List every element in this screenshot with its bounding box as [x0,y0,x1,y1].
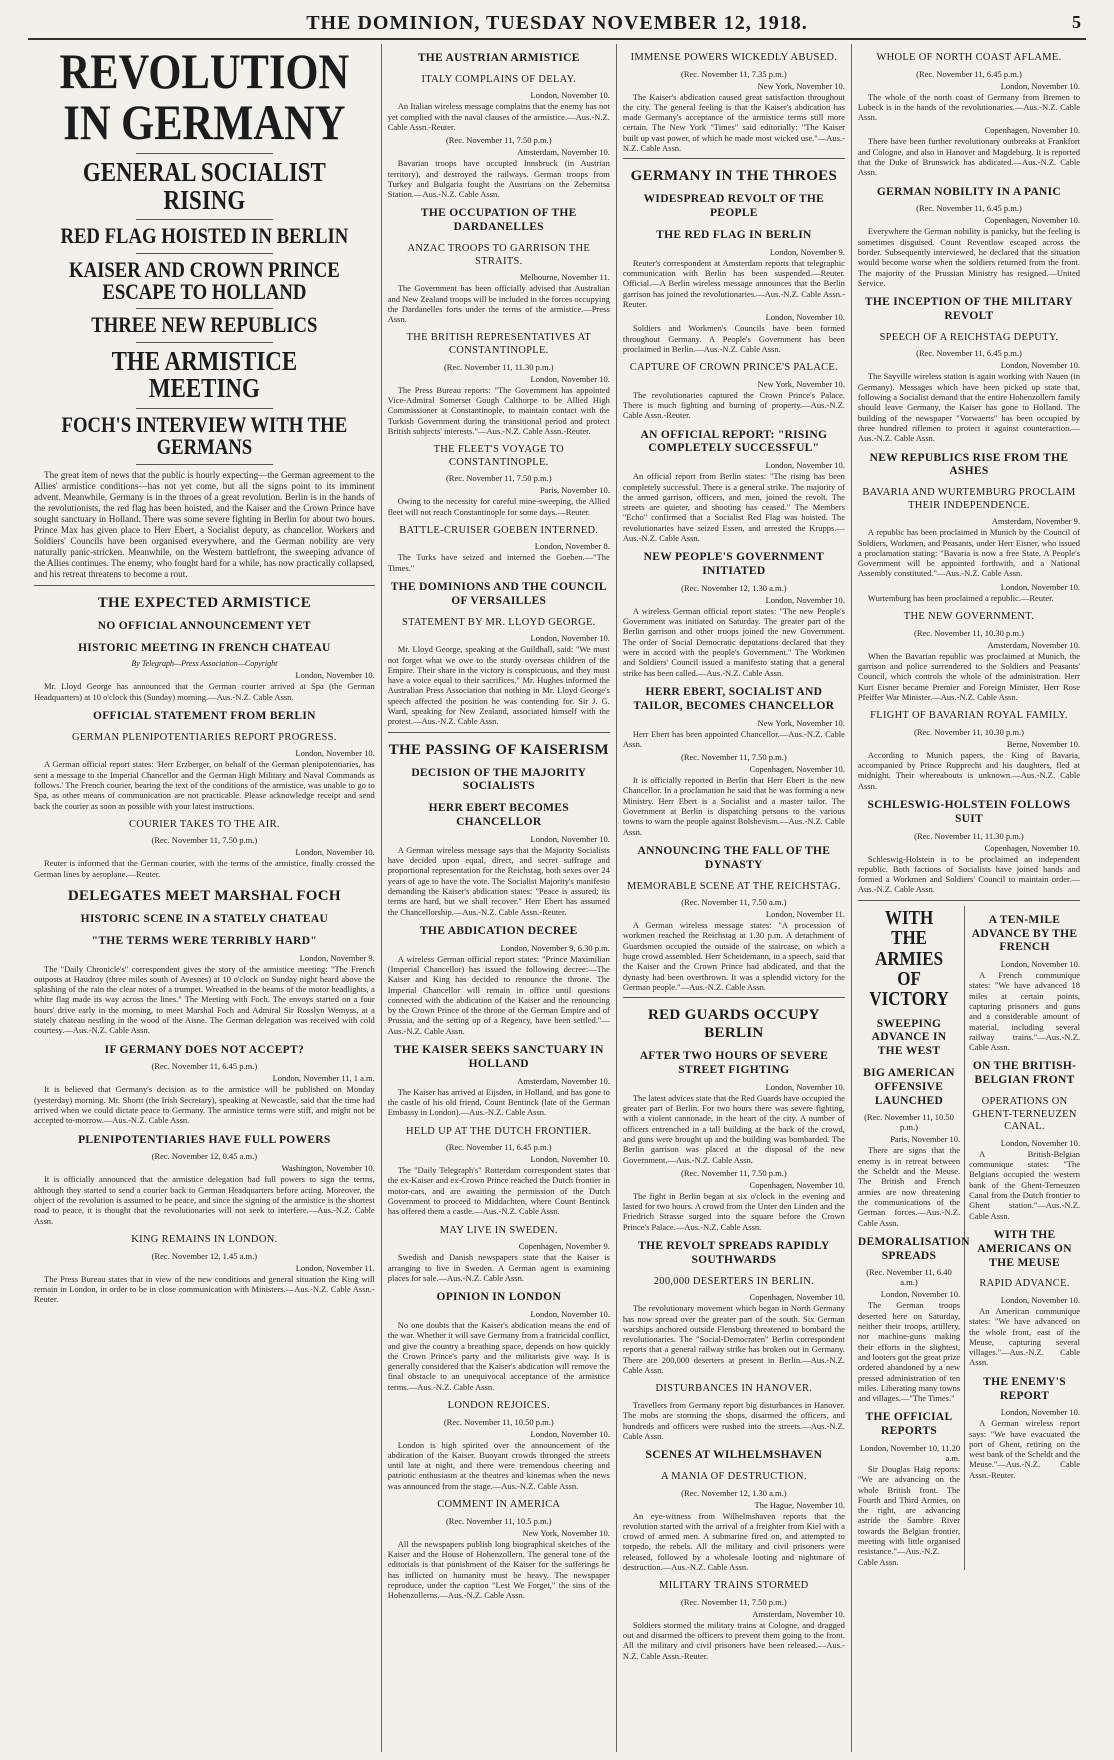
article-head: GERMANY IN THE THROES [630,168,838,185]
received-line: (Rec. November 11, 10.30 p.m.) [914,627,1024,638]
dateline: London, November 10. [1000,1407,1081,1418]
armies-headline: WITH THE ARMIES OF VICTORY [869,906,949,1011]
article-head: ANNOUNCING THE FALL OF THE DYNASTY [637,844,831,871]
article-subhead: GERMAN PLENIPOTENTIARIES REPORT PROGRESS. [72,731,337,743]
article-subhead: AFTER TWO HOURS OF SEVERE STREET FIGHTING [639,1050,829,1076]
dateline: London, November 10. [1000,1294,1081,1305]
article-head: AN OFFICIAL REPORT: "RISING COMPLETELY SUCCESSFUL" [640,428,828,455]
article-body: The latest advices state that the Red Guards have occupied the greater part of Berlin. For two hours there was severe fighting, with a violent cannonade, in the heart of the city. A number of officers entrenched in a tall building at the back of the crowd, and guns were brought up and the building was bombarded. The Berlin garrison was placed at the disposal of the new Government.—Aus.-N.Z. Cable Assn. [622,1092,845,1165]
article-body: Schleswig-Holstein is to be proclaimed an independent republic. Both factions of Socialists have joined hands and formed a Workmen and Soldiers' Council to maintain order.—Aus.-N.Z. Cable Assn. [857,853,1081,895]
dateline: Copenhagen, November 10. [749,1292,845,1303]
dateline: London, November 10. [1000,80,1081,91]
article-head: DEMORALISATION SPREADS [857,1235,970,1262]
headline-red-flag: RED FLAG HOISTED IN BERLIN [60,223,349,249]
headline-foch-interview: FOCH'S INTERVIEW WITH THE GERMANS [61,411,348,460]
article-body: Soldiers and Workmen's Councils have been formed throughout Germany. A People's Government has been proclaimed in Berlin.—Aus.-N.Z. Cable Assn. [622,323,845,354]
main-headline: REVOLUTION IN GERMANY [59,43,350,150]
received-line: (Rec. November 11, 7.50 p.m.) [445,135,552,146]
received-line: (Rec. November 11, 7.50 a.m.) [681,897,787,908]
article-head: WITH THE AMERICANS ON THE MEUSE [977,1228,1072,1269]
article-body: Mr. Lloyd George has announced that the German courier arrived at Spa (the German Headquarters) at 10 o'clock this (Sunday) morning.—Aus.-N.Z. Cable Assn. [34,681,375,702]
article-body: A German wireless message states: "A procession of workmen reached the Reichstag at 1.30 p.m. A detachment of Guardsmen occupied the outside of the staircase, on which a huge crowd assembled. Herr Scheidemann, in a speech, said that the Kaiser and the Crown Prince had abdicated, and that the dynasty had been overthrown. It was a splendid victory for the German people."—Aus.-N.Z. Cable Assn. [622,920,845,992]
received-line: (Rec. November 11, 6.40 a.m.) [866,1267,952,1288]
article-body: Herr Ebert has been appointed Chancellor.—Aus.-N.Z. Cable Assn. [622,728,845,749]
dateline: Paris, November 10. [539,485,610,496]
article-head: HERR EBERT, SOCIALIST AND TAILOR, BECOMES CHANCELLOR [633,685,835,712]
received-line: (Rec. November 12, 1.30 a.m.) [681,1487,787,1498]
article-body: The revolutionary movement which began in North Germany has now spread over the greater part of the south. Six German warships anchored outside Flensburg threatened to bombard the revolutionaries. The "Social-Democraten" Berlin correspondent reports that a general railway strike has broken out in Germany. There are 200,000 deserters at present in Berlin.—Aus.-N.Z. Cable Assn. [622,1303,845,1376]
dateline: London, November 10. [1000,360,1081,371]
article-subhead: STATEMENT BY MR. LLOYD GEORGE. [401,616,596,628]
article-body: When the Bavarian republic was proclaimed at Munich, the garrison and police surrendered to the Soldiers and Peasants' Council, which controls the whole of the administration. Herr Kurt Eisner became Premier and Foreign Minister, Herr Rose Pfeiffer War Minister.—Aus.-N.Z. Cable Assn. [857,650,1081,702]
dateline: New York, November 10. [757,378,845,389]
received-line: (Rec. November 11, 7.35 p.m.) [681,68,787,79]
article-body: A republic has been proclaimed in Munich by the Council of Soldiers, Workmen, and Peasants, under Herr Eisner, who issued a proclamation stating: "Bavaria is now a free State. A People's Government will be appointed forthwith, and a National Assembly constituted."—Aus.-N.Z. Cable Assn. [857,527,1081,579]
article-head: MAY LIVE IN SWEDEN. [439,1224,558,1236]
article-body: The Sayville wireless station is again working with Nauen (in Germany). Messages which have been picked up state that, following a Socialist demand that the entire Hohenzollern family should leave Germany, the Kaiser has gone to Holland. The building of the newspaper "Vorwaerts" has been occupied by three hundred riflemen to protect it against counteraction.—Aus.-N.Z. Cable Assn. [857,371,1081,444]
column-4 [851,44,1086,1752]
dateline: Copenhagen, November 10. [984,842,1081,853]
article-head: PLENIPOTENTIARIES HAVE FULL POWERS [78,1133,331,1146]
article-subhead: BIG AMERICAN OFFENSIVE LAUNCHED [863,1067,955,1107]
article-head: WHOLE OF NORTH COAST AFLAME. [876,52,1062,63]
dateline: Copenhagen, November 10. [984,215,1081,226]
article-head: DELEGATES MEET MARSHAL FOCH [67,888,341,904]
article-body: London is high spirited over the announcement of the abdication of the Kaiser. Buoyant crowds thronged the streets until late at night, and there were tremendous cheering and patriotic enthusiasm at the theatres and kinemas when the news was announced from the stage.—Aus.-N.Z. Cable Assn. [387,1439,610,1491]
article-head: THE BRITISH REPRESENTATIVES AT CONSTANTINOPLE. [406,332,592,357]
received-line: (Rec. November 11, 10.50 p.m.) [443,1416,554,1427]
dateline: Amsterdam, November 10. [517,147,610,158]
column-2 [381,44,616,1752]
article-body: The "Daily Chronicle's" correspondent gives the story of the armistice meeting: "The French outposts at Haudroy (three miles south of Avesnes) at 10 o'clock on Sunday night heard above the splashing of the rain the clear notes of a trumpet. Wreathed in the beams of the motor headlights, a white flag made its way across the lines." The Meeting with Foch. The envoys started on a four hours' drive early in the morning, to meet Marshal Foch and Admiral Sir Rosslyn Wemyss, at a stately chateau nestling in the wood of the Aisne. The German delegation was received with cold courtesy.—Aus.-N.Z. Cable Assn. [34,963,375,1036]
article-subhead: ANZAC TROOPS TO GARRISON THE STRAITS. [407,243,591,267]
article-body: The Press Bureau reports: "The Government has appointed Vice-Admiral Somerset Gough Calthorpe to be Allied High Commissioner at Constantinople, to maintain contact with the Turkish Government during the transitional period and protect British subjects' interests."—Aus.-N.Z. Cable Assn.-Reuter. [387,384,610,436]
article-head: BATTLE-CRUISER GOEBEN INTERNED. [399,524,599,536]
armies-section [858,906,1080,1570]
article-head: DISTURBANCES IN HANOVER. [655,1383,813,1395]
dateline: London, November 9, 6.30 p.m. [500,942,610,953]
received-line: (Rec. November 11, 7.50 p.m.) [445,473,552,484]
dateline: London, November 10. [1000,581,1081,592]
dateline: New York, November 10. [757,717,845,728]
article-head: THE EXPECTED ARMISTICE [97,594,312,611]
article-head: OPINION IN LONDON [436,1291,562,1304]
dateline: Copenhagen, November 9. [518,1241,610,1252]
article-subhead: "THE TERMS WERE TERRIBLY HARD" [91,934,318,947]
article-body: A British-Belgian communique states: "The Belgians occupied the western bank of the Ghent-Terneuzen Canal from the Dutch frontier to Ghent station."—Aus.-N.Z. Cable Assn. [969,1148,1081,1221]
credit-line: By Telegraph—Press Association—Copyright [131,659,278,669]
article-head: CAPTURE OF CROWN PRINCE'S PALACE. [629,362,839,374]
article-body: An eye-witness from Wilhelmshaven reports that the revolution started with the arrival of a freighter from Kiel with a crowd of armed men. A submarine fired on, and attempted to torpedo, the rebels. All the military and civil prisoners were released, followed by a wholesale looting and nightmare of destruction.—Aus.-N.Z. Cable Assn. [622,1510,845,1572]
article-head: THE REVOLT SPREADS RAPIDLY SOUTHWARDS [638,1240,830,1266]
article-body: The Kaiser has arrived at Eijsden, in Holland, and has gone to the castle of his old friend, Count Bentinck (late of the German Embassy in London).—Aus.-N.Z. Cable Assn. [387,1086,610,1118]
dateline: London, November 10. [765,594,845,605]
article-body: There have been further revolutionary outbreaks at Frankfort and Cologne, and also in Hanover and Magdeburg. It is reported that the Duke of Brunswick has abdicated.—Aus.-N.Z. Cable Assn. [857,136,1081,178]
dateline: London, November 9. [299,952,375,963]
dateline: Amsterdam, November 10. [752,1608,845,1619]
article-head: THE INCEPTION OF THE MILITARY REVOLT [864,296,1074,323]
dateline: London, November 9. [769,246,845,257]
article-body: A German wireless message says that the Majority Socialists have decided upon equal, direct, and secret suffrage and proportional representation for the Reichstag, both sexes over 24 years of age to have the vote. The Socialist Majority's manifesto demanding the Kaiser's abdication states: "Peace is assured; its terms are hard, but we shall recover." Herr Ebert has assumed the Chancellorship.—Aus.-N.Z. Cable Assn.-Reuter. [387,844,610,917]
article-head: RED GUARDS OCCUPY BERLIN [647,1007,820,1042]
article-body: Sir Douglas Haig reports: "We are advancing on the whole British front. The Fourth and Third Armies, on the right, are advancing astride the Sambre River towards the Belgian frontier, meeting with little organised resistance."—Aus.-N.Z. Cable Assn. [857,1463,961,1567]
dateline: London, November 10. [295,670,375,681]
article-body: All the newspapers publish long biographical sketches of the Kaiser and the House of Hohenzollern. The general tone of the editorials is that punishment of the Kaiser for the sufferings he has inflicted on humanity must be heavy. The newspaper reproduce, under the caption "Lest We Forget," the sins of the Hohenzollerns.—Aus.-N.Z. Cable Assn. [387,1538,610,1601]
article-body: A wireless German official report states: "The new People's Government was initiated on Saturday. The greater part of the Berlin garrison and other troops joined the new Government. The order of Social Democratic deputations declared that they were in accord with the people's Government." The Workmen and Soldiers' Council issued a manifesto stating that a general strike has been called.—Aus.-N.Z. Cable Assn. [622,605,845,678]
article-head: HELD UP AT THE DUTCH FRONTIER. [406,1125,592,1137]
article-head: FLIGHT OF BAVARIAN ROYAL FAMILY. [870,710,1068,722]
received-line: (Rec. November 11, 10.5 p.m.) [445,1515,552,1526]
article-head: THE ENEMY'S REPORT [983,1375,1066,1402]
article-subhead: WIDESPREAD REVOLT OF THE PEOPLE [643,193,825,220]
article-body: An American communique states: "We have advanced on the whole front, east of the Meuse, capturing several villages."—Aus.-N.Z. Cable Assn. [969,1305,1081,1368]
article-subhead: HISTORIC SCENE IN A STATELY CHATEAU [80,913,329,925]
article-head: NEW PEOPLE'S GOVERNMENT INITIATED [643,551,825,578]
received-line: (Rec. November 11, 7.50 p.m.) [151,835,258,846]
article-subhead: SWEEPING ADVANCE IN THE WEST [871,1017,947,1058]
article-head: THE AUSTRIAN ARMISTICE [417,52,580,64]
article-subhead: SPEECH OF A REICHSTAG DEPUTY. [879,331,1059,343]
article-head: NEW REPUBLICS RISE FROM THE ASHES [869,451,1069,478]
article-head: COMMENT IN AMERICA [437,1499,561,1511]
dateline: London, November 10. [880,1289,961,1300]
article-body: The Kaiser's abdication caused great satisfaction throughout the city. The general feeling is that the Kaiser's abdication has made Germany's acceptance of the armistice terms still more certain. The New York "Times" said editorially: "The Kaiser built up vast power, of which he made most wicked use."—Aus.-N.Z. Cable Assn. [622,91,845,154]
article-head: GERMAN NOBILITY IN A PANIC [876,185,1062,198]
article-subhead: NO OFFICIAL ANNOUNCEMENT YET [97,619,311,632]
article-body: Mr. Lloyd George, speaking at the Guildhall, said: "We must not forget what we owe to the sturdy overseas children of the Empire. Their share in the victory is conspicuous, and they must have a voice equal to their sacrifices." Mr. Hughes informed the Australian Press Association that nothing in Mr. Lloyd George's speech affected the position he was contending for. Sir J. G. Ward, speaking for New Zealand, associated himself with the protest.—Aus.-N.Z. Cable Assn. [387,644,610,727]
dateline: London, November 10. [530,1308,610,1319]
article-head: OFFICIAL STATEMENT FROM BERLIN [92,709,316,722]
received-line: (Rec. November 11, 7.50 p.m.) [681,752,787,763]
article-head: THE KAISER SEEKS SANCTUARY IN HOLLAND [393,1044,604,1070]
dateline: London, November 10. [295,847,375,858]
received-line: (Rec. November 11, 10.30 p.m.) [914,726,1024,737]
article-head: SCHLESWIG-HOLSTEIN FOLLOWS SUIT [867,798,1071,825]
article-body: Bavarian troops have occupied Innsbruck (in Austrian territory), and destroyed the railways. German troops from Turkey and Bulgaria fought the Austrians on the Zebernitsa Station.—Aus.-N.Z. Cable Assn. [387,158,610,200]
article-body: An official report from Berlin states: "The rising has been completely successful. There is a general strike. The majority of the armed garrison, officers, and men, joined the revolt. The streets are quieter, and shooting has ceased." The Members "Echo" confirmed that a Socialist Red Flag was hoisted. The revolutionaries have seized Essen, and arrested the Krupps.—Aus.-N.Z. Cable Assn. [622,471,845,543]
headline-armistice-meeting: THE ARMISTICE MEETING [111,345,298,404]
dateline: London, November 11, 1 a.m. [272,1073,375,1084]
article-body: A French communique states: "We have advanced 18 miles at certain points, capturing prisoners and guns and a considerable amount of material, including several railway trains."—Aus.-N.Z. Cable Assn. [969,970,1081,1053]
dateline: London, November 10, 11.20 a.m. [859,1442,961,1463]
received-line: (Rec. November 11, 10.50 p.m.) [864,1112,954,1133]
dateline: London, November 10. [530,833,610,844]
dateline: Copenhagen, November 10. [749,764,845,775]
received-line: (Rec. November 11, 6.45 p.m.) [916,348,1022,359]
article-head: SCENES AT WILHELMSHAVEN [645,1449,823,1462]
dateline: Melbourne, November 11. [519,272,610,283]
article-subhead: RAPID ADVANCE. [979,1278,1070,1290]
article-head: IF GERMANY DOES NOT ACCEPT? [104,1043,305,1056]
dateline: London, November 10. [1000,1137,1081,1148]
article-body: Travellers from Germany report big disturbances in Hanover. The mobs are storming the shops, disarmed the officers, and hundreds and officers were rushed into the streets.—Aus.-N.Z. Cable Assn. [622,1399,845,1441]
article-subhead: DECISION OF THE MAJORITY SOCIALISTS [411,766,587,793]
article-body: Reuter is informed that the German courier, with the terms of the armistice, finally crossed the German lines by aeroplane.—Reuter. [34,858,375,879]
article-body: It is officially reported in Berlin that Herr Ebert is the new Chancellor. In a proclamation he said that he was forming a new Ministry. Herr Ebert is a Socialist and a master tailor. The Government at Berlin is dispatching persons to the various towns to warn the people against Bolshevism.—Aus.-N.Z. Cable Assn. [622,775,845,837]
article-body: A German wireless report says: "We have evacuated the port of Ghent, retiring on the west bank of the Scheldt and the Meuse."—Aus.-N.Z. Cable Assn.-Reuter. [969,1418,1081,1480]
page-number: 5 [1072,12,1082,32]
article-body: It is officially announced that the armistice delegation had full powers to sign the terms, although they started to send a courier back to German Headquarters before acting. Moreover, the object of the revolution is assumed to be peace, and since the signing of the armistice is the shortest road to peace, it is thought that the revolutionaries will not seek to interfere.—Aus.-N.Z. Cable Assn. [34,1174,375,1226]
article-head: IMMENSE POWERS WICKEDLY ABUSED. [630,52,838,63]
dateline: New York, November 10. [522,1527,610,1538]
article-head: A TEN-MILE ADVANCE BY THE FRENCH [971,913,1078,954]
dateline: Paris, November 10. [890,1134,961,1145]
article-head: THE OFFICIAL REPORTS [865,1411,953,1438]
article-subhead: THE RED FLAG IN BERLIN [656,228,812,241]
article-body: The German troops deserted here on Saturday, neither their troops, artillery, nor machine-guns making their efforts in the slightest, and looters got the great prize ordered abandoned by a new pressed administration of ten miles. Liberating many towns and villages.—"The Times." [857,1300,961,1404]
received-line: (Rec. November 12, 1.45 a.m.) [151,1250,258,1261]
dateline: Amsterdam, November 10. [987,639,1081,650]
dateline: Washington, November 10. [281,1163,375,1174]
article-subhead: MEMORABLE SCENE AT THE REICHSTAG. [627,880,841,892]
dateline: London, November 10. [530,633,610,644]
article-body: A German official report states: 'Herr Erzberger, on behalf of the German plenipotentiaries, has sent a message to the Imperial Chancellor and the German High Military and Naval Commands as follows.' The French courier, bearing the text of the conditions of the armistice, was unable to go to Spa, as other means of communication are not practicable. Please acknowledge receipt and send back the courier as soon as possible with your latest instructions. [34,759,375,811]
dateline: Copenhagen, November 10. [984,125,1081,136]
article-body: No one doubts that the Kaiser's abdication means the end of the war. Whether it will save Germany from a fratricidal conflict, and give the country a breathing space, depends on how quickly the Crown Prince's party and the militarists give way. It is generally considered that the Kaiser's abdication will remove the final obstacle to an unequivocal acceptance of the armistice terms.—Aus.-N.Z. Cable Assn. [387,1319,610,1392]
article-head: THE FLEET'S VOYAGE TO CONSTANTINOPLE. [433,444,564,468]
received-line: (Rec. November 11, 6.45 p.m.) [916,203,1022,214]
dateline: London, November 10. [530,1154,610,1165]
dateline: London, November 11. [765,909,845,920]
intro-paragraph: The great item of news that the public is hourly expecting—the German agreement to the Allies' armistice conditions—has not yet come, but all the signs point to its imminent advent. Meanwhile, Germany is in the throes of a great revolution. Berlin is in the hands of the revolutionists, the red flag has been hoisted, and the Kaiser and the Crown Prince have sought sanctuary in Holland. There was some severe fighting in Berlin for about two hours. Prince Max has given place to Herr Ebert, a Socialist deputy, as chancellor. Workers and Soldiers' Councils have been organised everywhere, and the German nobility are very naturally panic-stricken. Meanwhile, on the Western battlefront, the sweeping advance of the Allies continues. The enemy, who fought hard for a while, has now practically collapsed, and his retreat threatens to become a rout. [34,469,375,579]
article-body: Swedish and Danish newspapers state that the Kaiser is arranging to live in Sweden. A German agent is examining places for sale.—Aus.-N.Z. Cable Assn. [387,1252,610,1283]
dateline: London, November 11. [295,1262,375,1273]
received-line: (Rec. November 11, 6.45 p.m.) [916,68,1022,79]
article-body: According to Munich papers, the King of Bavaria, accompanied by Prince Rupprecht and his daughters, fled at midnight. Their whereabouts is unknown.—Aus.-N.Z. Cable Assn. [857,749,1081,791]
article-subhead: BAVARIA AND WURTEMBURG PROCLAIM THEIR INDEPENDENCE. [862,487,1076,511]
article-head: ON THE BRITISH-BELGIAN FRONT [972,1060,1077,1087]
article-body: The Turks have seized and interned the Goeben.—"The Times." [387,552,610,573]
dateline: London, November 10. [765,460,845,471]
headline-kaiser-escape: KAISER AND CROWN PRINCE ESCAPE TO HOLLAND [69,256,340,304]
article-body: The Press Bureau states that in view of the new conditions and general situation the King will remain in London, in order to be in close communication with Ministers.—Aus.-N.Z. Cable Assn.-Reuter. [34,1273,375,1305]
dateline: Amsterdam, November 9. [991,516,1081,527]
columns [28,44,1086,1752]
headline-socialist-rising: GENERAL SOCIALIST RISING [82,157,326,215]
received-line: (Rec. November 12, 1.30 a.m.) [681,582,787,593]
article-subhead: OPERATIONS ON GHENT-TERNEUZEN CANAL. [972,1096,1077,1133]
article-body: There are signs that the enemy is in retreat between the Scheldt and the Meuse. The British and French armies are now threatening the communications of the German forces.—Aus.-N.Z. Cable Assn. [857,1145,961,1228]
headline-three-republics: THREE NEW REPUBLICS [91,312,318,338]
article-body: The whole of the north coast of Germany from Bremen to Lubeck is in the hands of the revolutionaries.—Aus.-N.Z. Cable Assn. [857,91,1081,123]
dateline: London, November 10. [530,373,610,384]
received-line: (Rec. November 11, 11.30 p.m.) [914,830,1024,841]
dateline: The Hague, November 10. [754,1499,845,1510]
received-line: (Rec. November 11, 7.50 p.m.) [681,1596,787,1607]
article-body: Everywhere the German nobility is panicky, but the feeling is sometimes disguised. Count Reventlow escaped across the border. Subsequently interviewed, he declared that the situation would become worse when the soldiers returned from the front. The majority of the Prussian Ministry has resigned.—United Service. [857,226,1081,288]
article-subhead: HISTORIC MEETING IN FRENCH CHATEAU [78,641,331,654]
article-body: An Italian wireless message complains that the enemy has not yet complied with the naval clauses of the armistice.—Aus.-N.Z. Cable Assn.-Reuter. [387,101,610,132]
article-body: The Government has been officially advised that Australian and New Zealand troops will be included in the forces occupying the Dardanelles forts under the terms of the armistice.—Press Assn. [387,283,610,325]
article-head: THE ABDICATION DECREE [420,924,578,937]
article-body: Wurtemburg has been proclaimed a republic.—Reuter. [867,592,1054,603]
article-body: Reuter's correspondent at Amsterdam reports that telegraphic communication with Berlin has been suspended.—Reuter. Official.—A Berlin wireless message announces that the Berlin garrison has joined the revolutionaries.—Aus.-N.Z. Cable Assn.-Reuter. [622,257,845,309]
column-1 [28,44,381,1752]
received-line: (Rec. November 11, 11.30 p.m.) [443,361,554,372]
article-head: LONDON REJOICES. [447,1400,550,1411]
article-body: The fight in Berlin began at six o'clock in the evening and lasted for two hours. A crowd from the Unter den Linden and the Friedrich Strasse surged into the square before the Crown Prince's Palace.—Aus.-N.Z. Cable Assn. [622,1190,845,1232]
article-subhead: ITALY COMPLAINS OF DELAY. [421,73,577,85]
article-subhead: 200,000 DESERTERS IN BERLIN. [653,1275,815,1287]
masthead-title: THE DOMINION, TUESDAY NOVEMBER 12, 1918. [306,11,808,34]
article-body: Owing to the necessity for careful mine-sweeping, the Allied fleet will not reach Constantinople for some days.—Reuter. [387,496,610,517]
dateline: London, November 10. [295,748,375,759]
dateline: London, November 10. [530,1428,610,1439]
dateline: London, November 10. [765,312,845,323]
article-subhead: HERR EBERT BECOMES CHANCELLOR [428,802,569,829]
article-body: It is believed that Germany's decision as to the armistice will be published on Monday (yesterday) morning. Mr. Shortt (the Irish Secretary), speaking at Newcastle, said that the time had arrived when we could dictate peace to Germany. The armistice terms were stiff, and might not be accepted to-morrow.—Aus.-N.Z. Cable Assn. [34,1084,375,1126]
article-head: KING REMAINS IN LONDON. [131,1233,278,1245]
received-line: (Rec. November 12, 0.45 a.m.) [151,1151,258,1162]
masthead [28,8,1086,40]
dateline: Copenhagen, November 10. [749,1179,845,1190]
article-body: Soldiers stormed the military trains at Cologne, and dragged out and disarmed the officers to prevent them going to the front. All the military and civil prisoners have been released.—Aus.-N.Z. Cable Assn.-Reuter. [622,1619,845,1661]
dateline: London, November 8. [534,541,610,552]
dateline: Berne, November 10. [1006,738,1081,749]
received-line: (Rec. November 11, 6.45 p.m.) [151,1061,258,1072]
article-head: COURIER TAKES TO THE AIR. [128,818,280,830]
article-head: MILITARY TRAINS STORMED [659,1580,809,1592]
article-body: The "Daily Telegraph's" Rotterdam correspondent states that the ex-Kaiser and ex-Crown Prince reached the Dutch frontier in motor-cars, and are awaiting the permission of the Dutch Government to proceed to Middachten, where Count Bentinck has offered them a castle.—Aus.-N.Z. Cable Assn. [387,1165,610,1217]
article-head: THE PASSING OF KAISERISM [388,741,609,758]
article-body: A wireless German official report states: "Prince Maximilian (Imperial Chancellor) has issued the following decree:—The Kaiser and King has decided to renounce the throne. The Imperial Chancellor will remain in office until questions connected with the abdication of the Kaiser and the renouncing by the Crown Prince of the throne of the German Empire and of Prussia, and the setting up of a Regency, have been settled."—Aus.-N.Z. Cable Assn. [387,953,610,1036]
article-body: The revolutionaries captured the Crown Prince's Palace. There is much fighting and burning of property.—Aus.-N.Z. Cable Assn.-Reuter. [622,389,845,421]
dateline: London, November 10. [1000,959,1081,970]
dateline: New York, November 10. [757,80,845,91]
dateline: London, November 10. [530,90,610,101]
received-line: (Rec. November 11, 7.50 p.m.) [681,1167,787,1178]
dateline: London, November 10. [765,1081,845,1092]
article-head: THE DOMINIONS AND THE COUNCIL OF VERSAILLES [390,581,607,607]
article-head: THE NEW GOVERNMENT. [903,611,1035,623]
article-subhead: A MANIA OF DESTRUCTION. [661,1470,807,1482]
dateline: Amsterdam, November 10. [517,1075,610,1086]
article-head: THE OCCUPATION OF THE DARDANELLES [420,207,577,234]
column-3 [616,44,851,1752]
received-line: (Rec. November 11, 6.45 p.m.) [445,1142,552,1153]
